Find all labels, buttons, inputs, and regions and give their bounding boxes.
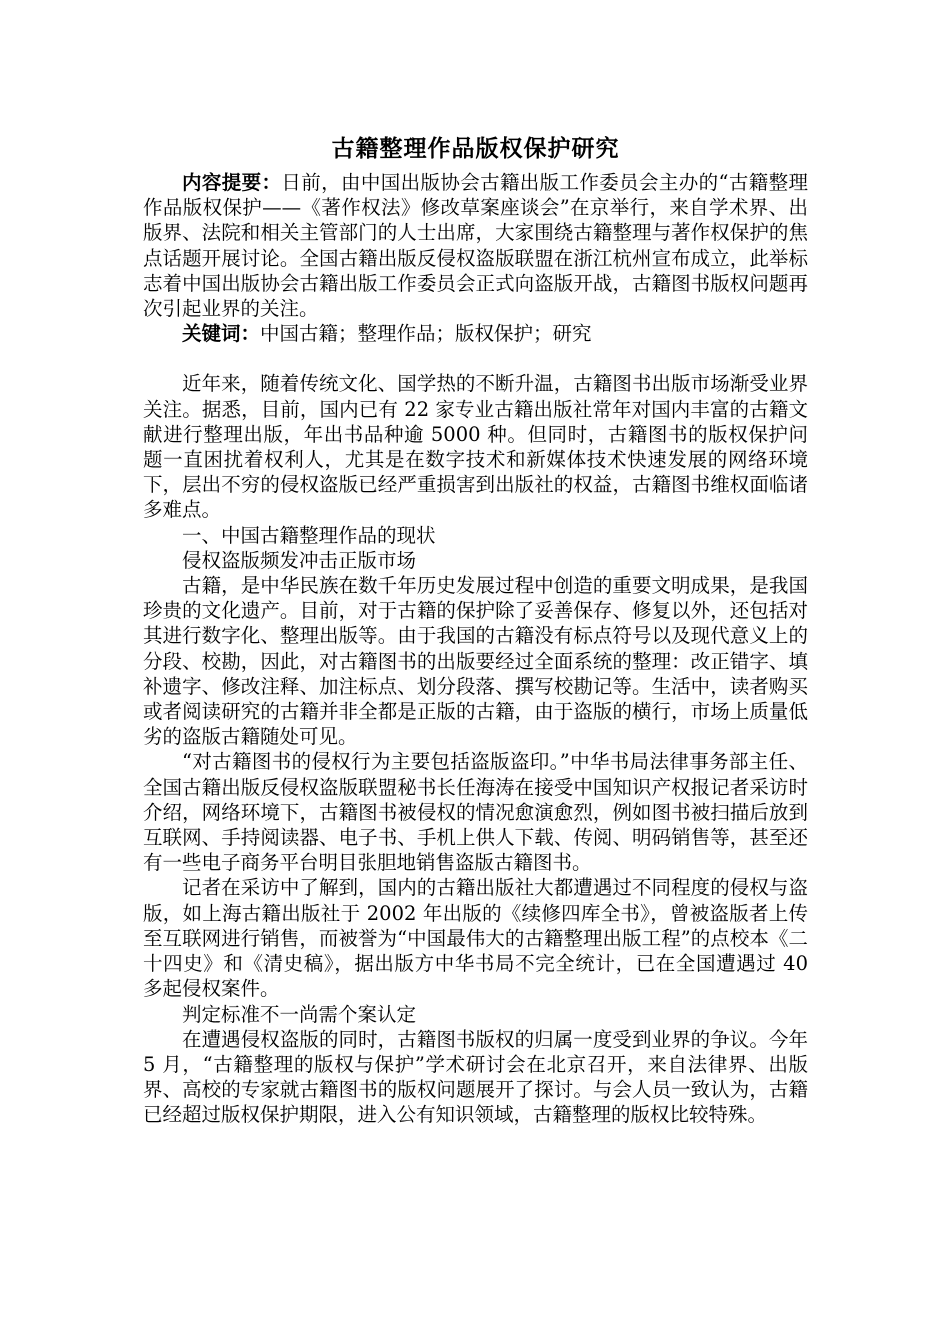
subheading-piracy: 侵权盗版频发冲击正版市场 — [182, 548, 417, 572]
document-title: 古籍整理作品版权保护研究 — [331, 136, 620, 162]
body-paragraph: 在遭遇侵权盗版的同时，古籍图书版权的归属一度受到业界的争议。今年 5 月，“古籍整理的版权与保护”学术研讨会在北京召开，来自法律界、出版界、高校的专家就古籍图书的版权问题展开了探讨。与会人员一致认为，古籍已经超过版权保护期限，进入公有知识领域，古籍整理的版权比较特殊。 — [143, 1027, 808, 1127]
subheading-standards: 判定标准不一尚需个案认定 — [182, 1002, 417, 1026]
body-paragraph: 记者在采访中了解到，国内的古籍出版社大都遭遇过不同程度的侵权与盗版，如上海古籍出版社于 2002 年出版的《续修四库全书》，曾被盗版者上传至互联网进行销售，而被誉为“中国最伟大的古籍整理出版工程”的点校本《二十四史》和《清史稿》，据出版方中华书局不完全统计，已在全国遭遇过 40 多起侵权案件。 — [143, 876, 808, 1001]
keywords-label: 关键词： — [182, 322, 261, 346]
body-paragraph: “对古籍图书的侵权行为主要包括盗版盗印。”中华书局法律事务部主任、全国古籍出版反侵权盗版联盟秘书长任海涛在接受中国知识产权报记者采访时介绍，网络环境下，古籍图书被侵权的情况愈演愈烈，例如图书被扫描后放到互联网、手持阅读器、电子书、手机上供人下载、传阅、明码销售等，甚至还有一些电子商务平台明目张胆地销售盗版古籍图书。 — [143, 750, 808, 875]
keywords-text: 中国古籍；整理作品；版权保护；研究 — [260, 322, 592, 346]
keywords-paragraph — [143, 321, 808, 346]
section-heading: 一、中国古籍整理作品的现状 — [182, 523, 436, 547]
body-paragraph: 古籍，是中华民族在数千年历史发展过程中创造的重要文明成果，是我国珍贵的文化遗产。目前，对于古籍的保护除了妥善保存、修复以外，还包括对其进行数字化、整理出版等。由于我国的古籍没有标点符号以及现代意义上的分段、校勘，因此，对古籍图书的出版要经过全面系统的整理：改正错字、填补遗字、修改注释、加注标点、划分段落、撰写校勘记等。生活中，读者购买或者阅读研究的古籍并非全都是正版的古籍，由于盗版的横行，市场上质量低劣的盗版古籍随处可见。 — [143, 574, 808, 749]
blank-line — [143, 346, 808, 371]
abstract-paragraph — [143, 170, 808, 321]
abstract-label: 内容提要： — [182, 171, 282, 194]
abstract-text: 日前，由中国出版协会古籍出版工作委员会主办的“古籍整理作品版权保护——《著作权法》修改草案座谈会”在京举行，来自学术界、出版界、法院和相关主管部门的人士出席，大家围绕古籍整理与著作权保护的焦点话题开展讨论。全国古籍出版反侵权盗版联盟在浙江杭州宣布成立，此举标志着中国出版协会古籍出版工作委员会正式向盗版开战，古籍图书版权问题再次引起业界的关注。 — [143, 171, 808, 321]
document-body — [143, 134, 808, 1128]
intro-paragraph: 近年来，随着传统文化、国学热的不断升温，古籍图书出版市场渐受业界关注。据悉，目前，国内已有 22 家专业古籍出版社常年对国内丰富的古籍文献进行整理出版，年出书品种逾 5000 种。但同时，古籍图书的版权保护问题一直困扰着权利人，尤其是在数字技术和新媒体技术快速发展的网络环境下，层出不穷的侵权盗版已经严重损害到出版社的权益，古籍图书维权面临诸多难点。 — [143, 372, 808, 522]
